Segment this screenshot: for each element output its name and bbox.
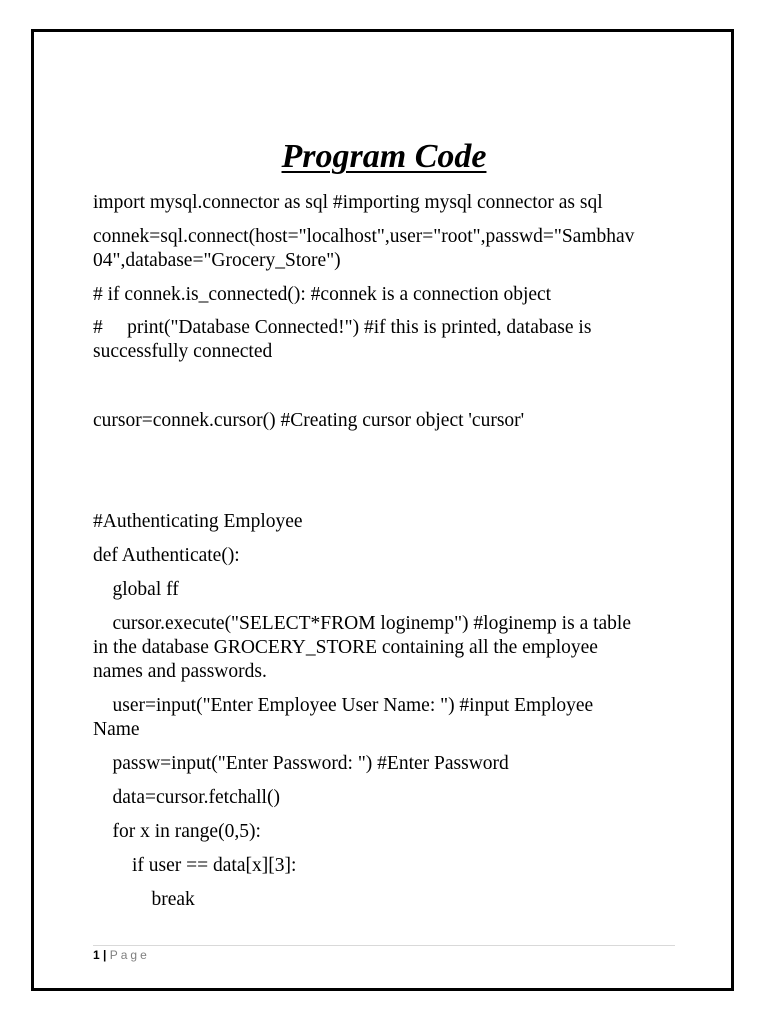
code-line: cursor=connek.cursor() #Creating cursor object 'cursor' (93, 410, 525, 431)
code-line: passw=input("Enter Password: ") #Enter Password (93, 753, 509, 774)
code-line: data=cursor.fetchall() (93, 787, 280, 808)
code-line: for x in range(0,5): (93, 821, 261, 842)
code-line: if user == data[x][3]: (93, 855, 297, 876)
code-line: cursor.execute("SELECT*FROM loginemp") #loginemp is a table in the database GROCERY_STORE containing all the employee names and passwords. (93, 613, 631, 682)
code-line: # print("Database Connected!") #if this is printed, database is successfully connected (93, 317, 592, 362)
code-line: connek=sql.connect(host="localhost",user="root",passwd="Sambhav 04",database="Grocery_Store") (93, 226, 635, 271)
page-label: Page (109, 948, 150, 962)
code-line: #Authenticating Employee (93, 511, 303, 532)
page-title: Program Code (281, 138, 487, 175)
page-footer (93, 948, 150, 962)
code-line: user=input("Enter Employee User Name: ") #input Employee Name (93, 695, 594, 740)
code-line: # if connek.is_connected(): #connek is a connection object (93, 284, 552, 305)
code-line: def Authenticate(): (93, 545, 240, 566)
footer-separator: | (103, 948, 107, 962)
footer-divider (93, 945, 675, 946)
code-line: global ff (93, 579, 179, 600)
code-line: break (93, 889, 195, 910)
code-line: import mysql.connector as sql #importing mysql connector as sql (93, 192, 603, 213)
page-number: 1 (93, 948, 100, 962)
